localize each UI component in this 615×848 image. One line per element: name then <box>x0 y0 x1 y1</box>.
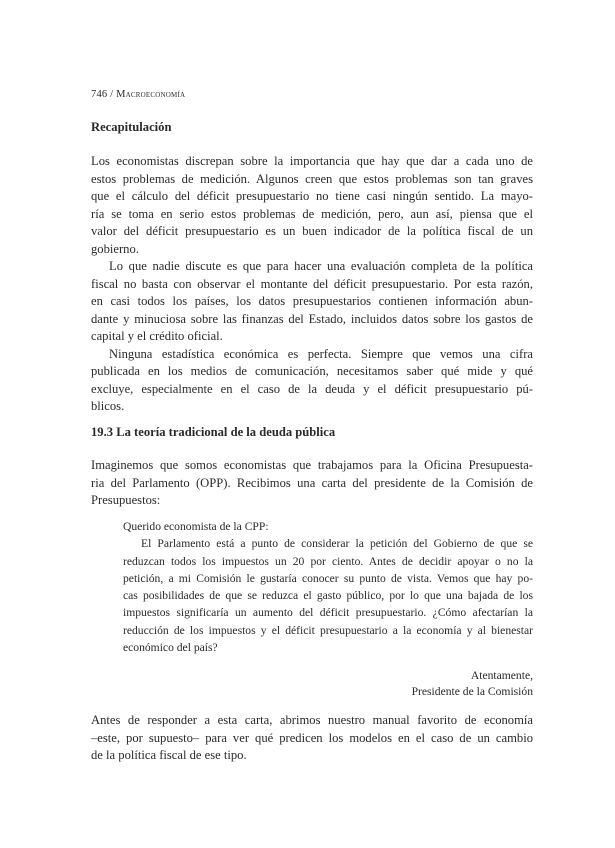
text-line: blicos. <box>91 399 125 413</box>
section-intro <box>91 457 533 510</box>
text-line: cas posibilidades de que se reduzca el gasto público, por lo que una bajada de los <box>123 589 533 603</box>
text-line: ría se toma en serio estos problemas de medición, pero, aun así, piensa que el <box>91 206 533 221</box>
text-line: estos problemas de medición. Algunos creen que estos problemas son tan graves <box>91 171 533 186</box>
text-line: excluye, especialmente en el caso de la deuda y el déficit presupuestario pú- <box>91 381 533 396</box>
letter-closing: Atentamente, <box>470 669 533 682</box>
section-outro <box>91 712 533 765</box>
text-line: Ninguna estadística económica es perfecta. Siempre que vemos una cifra <box>109 346 533 361</box>
running-title: Macroeconomía <box>116 89 186 100</box>
text-line: fiscal no basta con observar el montante del déficit presupuestario. Por esta razón, <box>91 276 533 291</box>
text-line: publicada en los medios de comunicación, necesitamos saber qué mide y qué <box>91 364 533 378</box>
running-header <box>91 89 533 100</box>
letter-signature: Presidente de la Comisión <box>411 685 533 698</box>
text-line: Lo que nadie discute es que para hacer una evaluación completa de la política <box>109 259 533 273</box>
text-line: que el cálculo del déficit presupuestario no tiene casi ningún sentido. La mayo- <box>91 189 533 203</box>
text-line: Antes de responder a esta carta, abrimos nuestro manual favorito de economía <box>91 713 533 727</box>
letter <box>123 518 533 656</box>
text-line: económico del país? <box>123 641 218 655</box>
text-line: Presupuestos: <box>91 493 161 507</box>
recap-heading: Recapitulación <box>91 120 172 134</box>
text-line: Los economistas discrepan sobre la importancia que hay que dar a cada uno de <box>91 154 533 168</box>
recap-paragraph-2 <box>91 258 533 346</box>
text-line: El Parlamento está a punto de considerar la petición del Gobierno de que se <box>141 537 533 551</box>
text-line: dante y minuciosa sobre las finanzas del Estado, incluidos datos sobre los gastos de <box>91 311 533 326</box>
page-number: 746 <box>91 89 108 100</box>
text-line: Imaginemos que somos economistas que trabajamos para la Oficina Presupuesta- <box>91 458 533 472</box>
text-line: reducción de los impuestos y el déficit presupuestario a la economía y al bienestar <box>123 623 533 637</box>
text-line: valor del déficit presupuestario es un buen indicador de la política fiscal de un <box>91 224 533 238</box>
letter-salutation: Querido economista de la CPP: <box>123 520 269 533</box>
text-line: petición, a mi Comisión le gustaría conocer su punto de vista. Vemos que hay po- <box>123 571 533 585</box>
recap-paragraph-1 <box>91 153 533 258</box>
text-line: reduzcan todos los impuestos un 20 por ciento. Antes de decidir apoyar o no la <box>123 554 533 568</box>
text-line: impuestos significaría un aumento del déficit presupuestario. ¿Cómo afectarían la <box>123 606 533 620</box>
header-separator: / <box>107 89 117 100</box>
text-line: ria del Parlamento (OPP). Recibimos una carta del presidente de la Comisión de <box>91 475 533 490</box>
text-line: gobierno. <box>91 241 139 256</box>
text-line: en casi todos los países, los datos presupuestarios contienen información abun- <box>91 294 533 308</box>
text-line: capital y el crédito oficial. <box>91 329 223 343</box>
text-line: de la política fiscal de ese tipo. <box>91 748 247 762</box>
text-line: –este, por supuesto– para ver qué predicen los modelos en el caso de un cambio <box>91 730 533 745</box>
section-heading: 19.3 La teoría tradicional de la deuda pública <box>91 425 336 439</box>
recap-paragraph-3 <box>91 346 533 416</box>
